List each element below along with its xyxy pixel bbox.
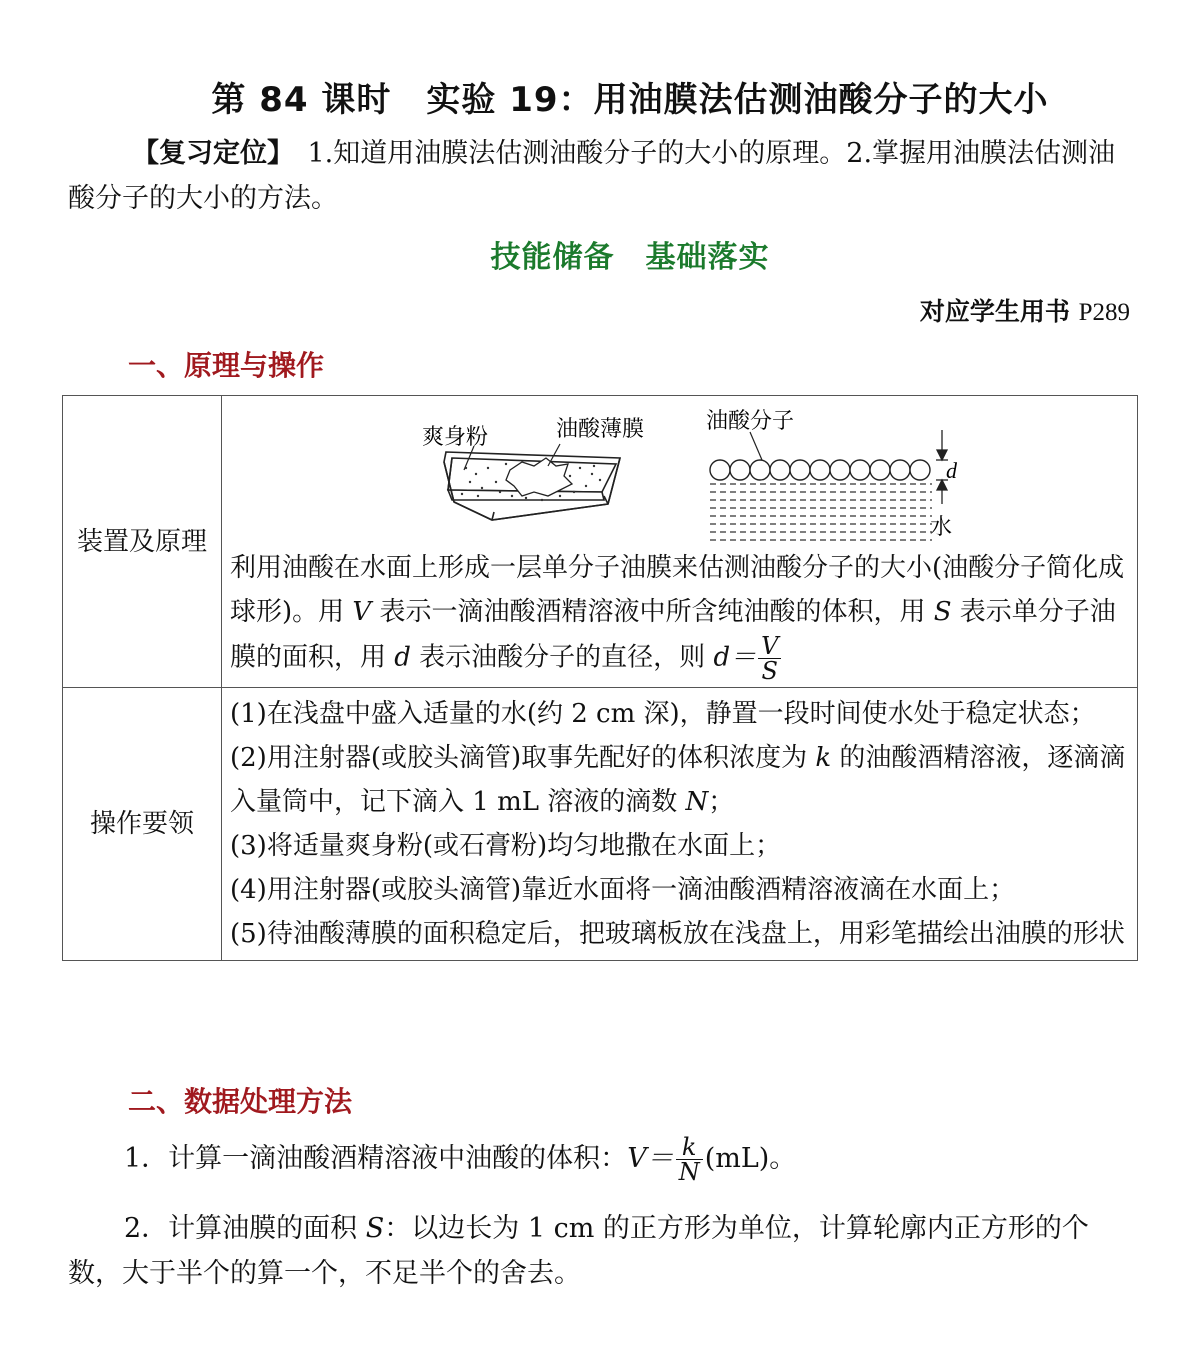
row-content-operation — [222, 688, 1138, 961]
water-lines — [710, 484, 932, 540]
review-text: 1.知道用油膜法估测油酸分子的大小的原理。2.掌握用油膜法估测油酸分子的大小的方法。 — [68, 138, 1116, 214]
label-molecule: 油酸分子 — [706, 409, 795, 434]
item-1: 1．计算一滴油酸酒精溶液中油酸的体积：V＝ $\frac{k}{N}$ (mL)。 — [124, 1133, 797, 1186]
table-row — [63, 396, 1138, 688]
page-title: 第 84 课时 实验 19：用油膜法估测油酸分子的大小 — [211, 80, 1049, 120]
step-2: (2)用注射器(或胶头滴管)取事先配好的体积浓度为 k 的油酸酒精溶液，逐滴滴入量筒中，记下滴入 1 mL 溶液的滴数 N； — [230, 743, 1126, 817]
table-row — [63, 688, 1138, 961]
formula-fraction: $\frac{V}{S}$ — [758, 634, 781, 683]
apparatus-figure — [230, 400, 1129, 546]
label-film: 油酸薄膜 — [556, 417, 645, 442]
item1-lhs: V＝ — [627, 1143, 674, 1174]
var-d: d — [394, 642, 411, 673]
review-tag: 【复习定位】 — [132, 138, 281, 169]
row-content-apparatus — [222, 396, 1138, 688]
step-1: (1)在浅盘中盛入适量的水(约 2 cm 深)，静置一段时间使水处于稳定状态； — [230, 699, 1096, 729]
row-label-apparatus: 装置及原理 — [63, 396, 222, 688]
molecule-layer — [710, 460, 930, 480]
label-d: d — [946, 458, 957, 483]
formula-lhs: d＝ — [713, 642, 757, 673]
var-v: V — [352, 597, 372, 627]
step-4: (4)用注射器(或胶头滴管)靠近水面将一滴油酸酒精溶液滴在水面上； — [230, 875, 1016, 905]
heading-principle: 一、原理与操作 — [128, 349, 325, 382]
var-s: S — [933, 597, 952, 627]
book-reference — [920, 292, 1130, 328]
principle-table — [62, 395, 1138, 961]
label-powder: 爽身粉 — [422, 425, 489, 450]
review-position — [68, 131, 1132, 221]
reference-label: 对应学生用书 — [919, 297, 1079, 326]
label-water: 水 — [930, 515, 953, 540]
tray-and-molecule-diagram — [230, 400, 1148, 546]
item-2: 2．计算油膜的面积 S：以边长为 1 cm 的正方形为单位，计算轮廓内正方形的个数，大于半个的算一个，不足半个的舍去。 — [68, 1213, 1089, 1289]
heading-data-processing: 二、数据处理方法 — [128, 1085, 353, 1118]
step-5: (5)待油酸薄膜的面积稳定后，把玻璃板放在浅盘上，用彩笔描绘出油膜的形状 — [230, 919, 1125, 949]
reference-page: P289 — [1078, 299, 1130, 326]
row-label-operation: 操作要领 — [63, 688, 222, 961]
item1-fraction: $\frac{k}{N}$ — [676, 1135, 703, 1184]
principle-text: 利用油酸在水面上形成一层单分子油膜来估测油酸分子的大小(油酸分子简化成球形)。用 V 表示一滴油酸酒精溶液中所含纯油酸的体积，用 S 表示单分子油膜的面积，用 d 表示油酸分子的直径，则 d＝ $\frac{V}{S}$ — [230, 553, 1125, 685]
section-title: 技能储备 基础落实 — [490, 240, 770, 275]
step-3: (3)将适量爽身粉(或石膏粉)均匀地撒在水面上； — [230, 831, 782, 861]
